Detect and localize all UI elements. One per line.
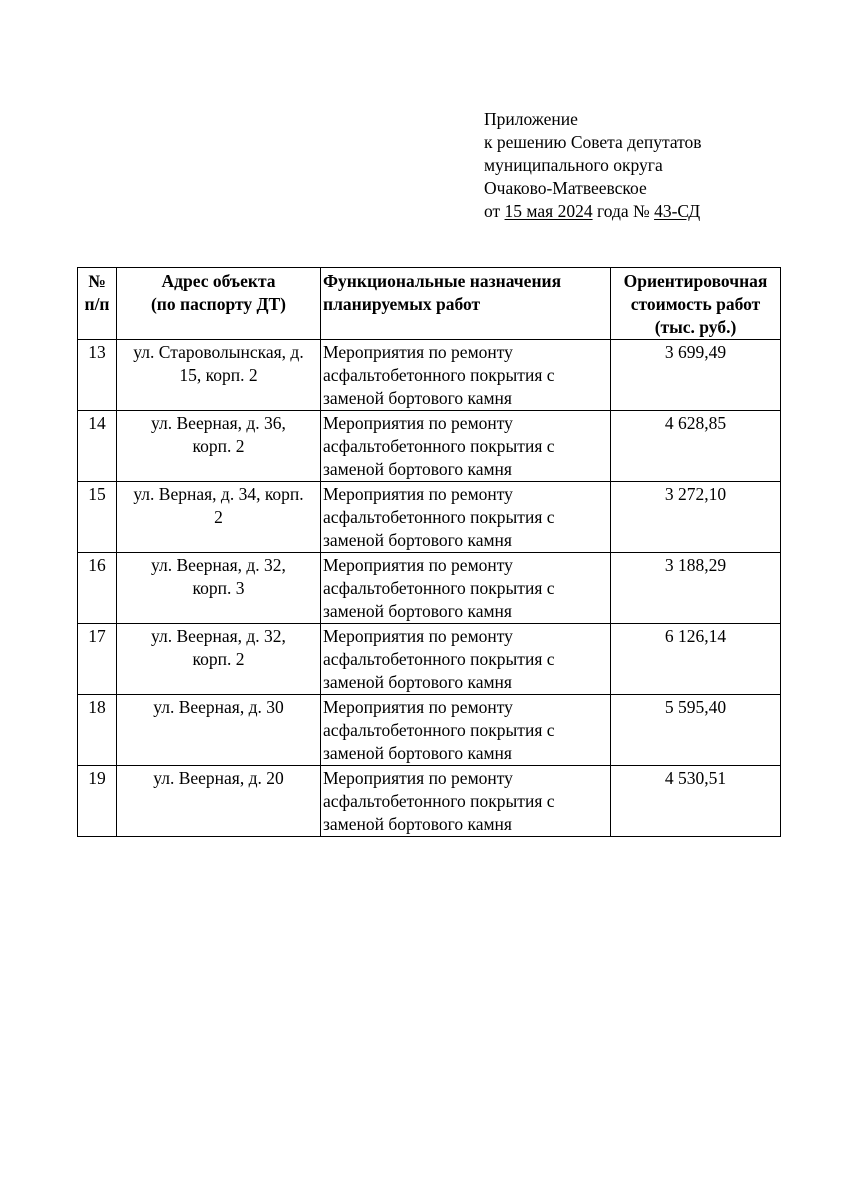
function-line2: асфальтобетонного покрытия с <box>323 649 555 669</box>
address-line1: ул. Веерная, д. 36, <box>151 413 286 433</box>
table-row <box>78 766 781 837</box>
function-line2: асфальтобетонного покрытия с <box>323 436 555 456</box>
address-line2: корп. 2 <box>192 649 245 669</box>
row-cost: 4 530,51 <box>611 766 781 837</box>
appendix-title: Приложение <box>484 109 578 129</box>
row-address <box>117 766 321 837</box>
table-row <box>78 553 781 624</box>
row-num: 15 <box>78 482 117 553</box>
table-row <box>78 624 781 695</box>
decision-number: 43-СД <box>654 201 701 221</box>
header-cost-line2: стоимость работ <box>630 294 761 314</box>
header-function <box>321 268 611 340</box>
row-address <box>117 695 321 766</box>
function-line2: асфальтобетонного покрытия с <box>323 365 555 385</box>
function-line2: асфальтобетонного покрытия с <box>323 720 555 740</box>
row-cost: 6 126,14 <box>611 624 781 695</box>
row-function <box>321 411 611 482</box>
row-num: 14 <box>78 411 117 482</box>
header-num-line2: п/п <box>84 294 110 314</box>
function-line3: заменой бортового камня <box>323 530 512 550</box>
function-line1: Мероприятия по ремонту <box>323 413 513 433</box>
address-line1: ул. Веерная, д. 32, <box>151 626 286 646</box>
header-cost-line3: (тыс. руб.) <box>654 317 737 337</box>
table-row <box>78 340 781 411</box>
function-line2: асфальтобетонного покрытия с <box>323 578 555 598</box>
date-prefix: от <box>484 201 501 221</box>
appendix-district-line: муниципального округа <box>484 155 663 175</box>
address-line1: ул. Веерная, д. 30 <box>153 697 284 717</box>
row-address <box>117 482 321 553</box>
address-line2: 2 <box>214 507 223 527</box>
appendix-decision-line: к решению Совета депутатов <box>484 132 702 152</box>
table-row <box>78 482 781 553</box>
function-line1: Мероприятия по ремонту <box>323 768 513 788</box>
address-line1: ул. Веерная, д. 20 <box>153 768 284 788</box>
appendix-district-name: Очаково-Матвеевское <box>484 178 647 198</box>
row-cost: 3 272,10 <box>611 482 781 553</box>
function-line1: Мероприятия по ремонту <box>323 342 513 362</box>
address-line2: корп. 2 <box>192 436 245 456</box>
row-address <box>117 340 321 411</box>
row-cost: 5 595,40 <box>611 695 781 766</box>
function-line3: заменой бортового камня <box>323 601 512 621</box>
header-num-line1: № <box>88 271 106 291</box>
row-function <box>321 766 611 837</box>
address-line1: ул. Верная, д. 34, корп. <box>133 484 304 504</box>
function-line3: заменой бортового камня <box>323 814 512 834</box>
row-cost: 4 628,85 <box>611 411 781 482</box>
address-line2: корп. 3 <box>192 578 245 598</box>
header-function-line2: планируемых работ <box>323 294 481 314</box>
row-address <box>117 411 321 482</box>
function-line3: заменой бортового камня <box>323 388 512 408</box>
row-num: 13 <box>78 340 117 411</box>
address-line1: ул. Веерная, д. 32, <box>151 555 286 575</box>
header-function-line1: Функциональные назначения <box>323 271 562 291</box>
table-row <box>78 411 781 482</box>
function-line3: заменой бортового камня <box>323 672 512 692</box>
appendix-date-line <box>484 200 702 223</box>
row-function <box>321 340 611 411</box>
address-line1: ул. Староволынская, д. <box>133 342 304 362</box>
function-line1: Мероприятия по ремонту <box>323 626 513 646</box>
header-address-line1: Адрес объекта <box>161 271 276 291</box>
row-address <box>117 553 321 624</box>
header-address <box>117 268 321 340</box>
appendix-header <box>484 108 702 223</box>
row-cost: 3 699,49 <box>611 340 781 411</box>
header-num <box>78 268 117 340</box>
row-num: 18 <box>78 695 117 766</box>
row-function <box>321 624 611 695</box>
row-function <box>321 482 611 553</box>
row-address <box>117 624 321 695</box>
table-header-row <box>78 268 781 340</box>
row-num: 16 <box>78 553 117 624</box>
header-address-line2: (по паспорту ДТ) <box>150 294 286 314</box>
header-cost <box>611 268 781 340</box>
header-cost-line1: Ориентировочная <box>623 271 768 291</box>
function-line1: Мероприятия по ремонту <box>323 555 513 575</box>
function-line1: Мероприятия по ремонту <box>323 697 513 717</box>
table-row <box>78 695 781 766</box>
row-function <box>321 695 611 766</box>
row-num: 19 <box>78 766 117 837</box>
function-line2: асфальтобетонного покрытия с <box>323 791 555 811</box>
row-function <box>321 553 611 624</box>
function-line2: асфальтобетонного покрытия с <box>323 507 555 527</box>
function-line3: заменой бортового камня <box>323 459 512 479</box>
row-cost: 3 188,29 <box>611 553 781 624</box>
decision-date: 15 мая 2024 <box>504 201 593 221</box>
function-line1: Мероприятия по ремонту <box>323 484 513 504</box>
address-line2: 15, корп. 2 <box>179 365 258 385</box>
row-num: 17 <box>78 624 117 695</box>
function-line3: заменой бортового камня <box>323 743 512 763</box>
date-middle: года № <box>596 201 650 221</box>
works-table <box>77 267 781 837</box>
